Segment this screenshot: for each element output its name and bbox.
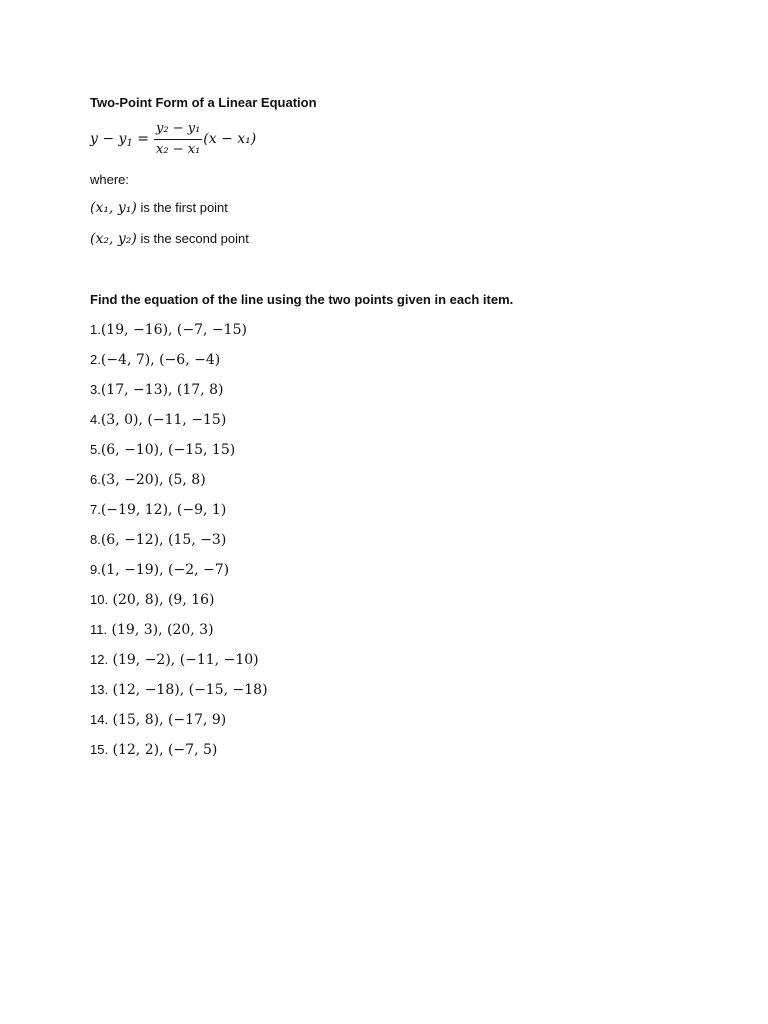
document-content	[90, 94, 710, 765]
item-points: (15, 8), (−17, 9)	[108, 712, 227, 728]
exercise-item	[90, 525, 710, 555]
item-points: (−19, 12), (−9, 1)	[100, 502, 227, 518]
second-point-text: is the second point	[136, 231, 249, 246]
item-points: (3, 0), (−11, −15)	[100, 412, 227, 428]
item-points: (19, −2), (−11, −10)	[108, 652, 259, 668]
exercise-item	[90, 555, 710, 585]
item-number: 5.	[90, 442, 101, 457]
item-points: (19, −16), (−7, −15)	[100, 322, 247, 338]
item-number: 4.	[90, 412, 101, 427]
item-points: (17, −13), (17, 8)	[100, 382, 224, 398]
item-points: (12, −18), (−15, −18)	[108, 682, 268, 698]
item-points: (6, −10), (−15, 15)	[100, 442, 236, 458]
item-number: 13.	[90, 682, 109, 697]
item-points: (−4, 7), (−6, −4)	[100, 352, 221, 368]
item-number: 6.	[90, 472, 101, 487]
formula-denominator: x₂ − x₁	[156, 141, 201, 157]
first-point-math: (x₁, y₁)	[90, 200, 137, 216]
item-points: (12, 2), (−7, 5)	[108, 742, 218, 758]
first-point-text: is the first point	[136, 200, 228, 215]
exercise-item	[90, 405, 710, 435]
item-number: 1.	[90, 322, 101, 337]
exercise-item	[90, 585, 710, 615]
exercise-item	[90, 345, 710, 375]
formula-rhs: (x − x₁)	[203, 131, 257, 147]
exercise-item	[90, 615, 710, 645]
exercise-item	[90, 675, 710, 705]
item-points: (3, −20), (5, 8)	[100, 472, 206, 488]
item-number: 2.	[90, 352, 101, 367]
first-point-definition	[90, 192, 710, 223]
exercise-item	[90, 465, 710, 495]
exercise-item	[90, 315, 710, 345]
exercise-item	[90, 495, 710, 525]
exercise-item	[90, 705, 710, 735]
formula-numerator: y₂ − y₁	[154, 121, 202, 140]
exercise-item	[90, 735, 710, 765]
exercise-item	[90, 435, 710, 465]
item-number: 12.	[90, 652, 109, 667]
item-number: 9.	[90, 562, 101, 577]
item-points: (19, 3), (20, 3)	[107, 622, 214, 638]
second-point-definition	[90, 223, 710, 254]
two-point-formula	[90, 118, 710, 160]
item-points: (1, −19), (−2, −7)	[100, 562, 230, 578]
item-number: 11.	[90, 622, 108, 637]
document-title: Two-Point Form of a Linear Equation	[90, 95, 317, 110]
formula-lhs: $y - y_1$ =	[90, 131, 150, 149]
exercise-item	[90, 375, 710, 405]
second-point-math: (x₂, y₂)	[90, 231, 137, 247]
item-number: 3.	[90, 382, 101, 397]
item-number: 14.	[90, 712, 109, 727]
item-points: (20, 8), (9, 16)	[108, 592, 215, 608]
where-label: where:	[90, 172, 130, 187]
exercise-list	[90, 315, 710, 765]
item-number: 10.	[90, 592, 109, 607]
exercise-instruction: Find the equation of the line using the two points given in each item.	[90, 292, 514, 307]
formula-fraction	[154, 121, 202, 158]
item-number: 8.	[90, 532, 101, 547]
item-number: 7.	[90, 502, 101, 517]
exercise-item	[90, 645, 710, 675]
item-number: 15.	[90, 742, 109, 757]
item-points: (6, −12), (15, −3)	[100, 532, 227, 548]
